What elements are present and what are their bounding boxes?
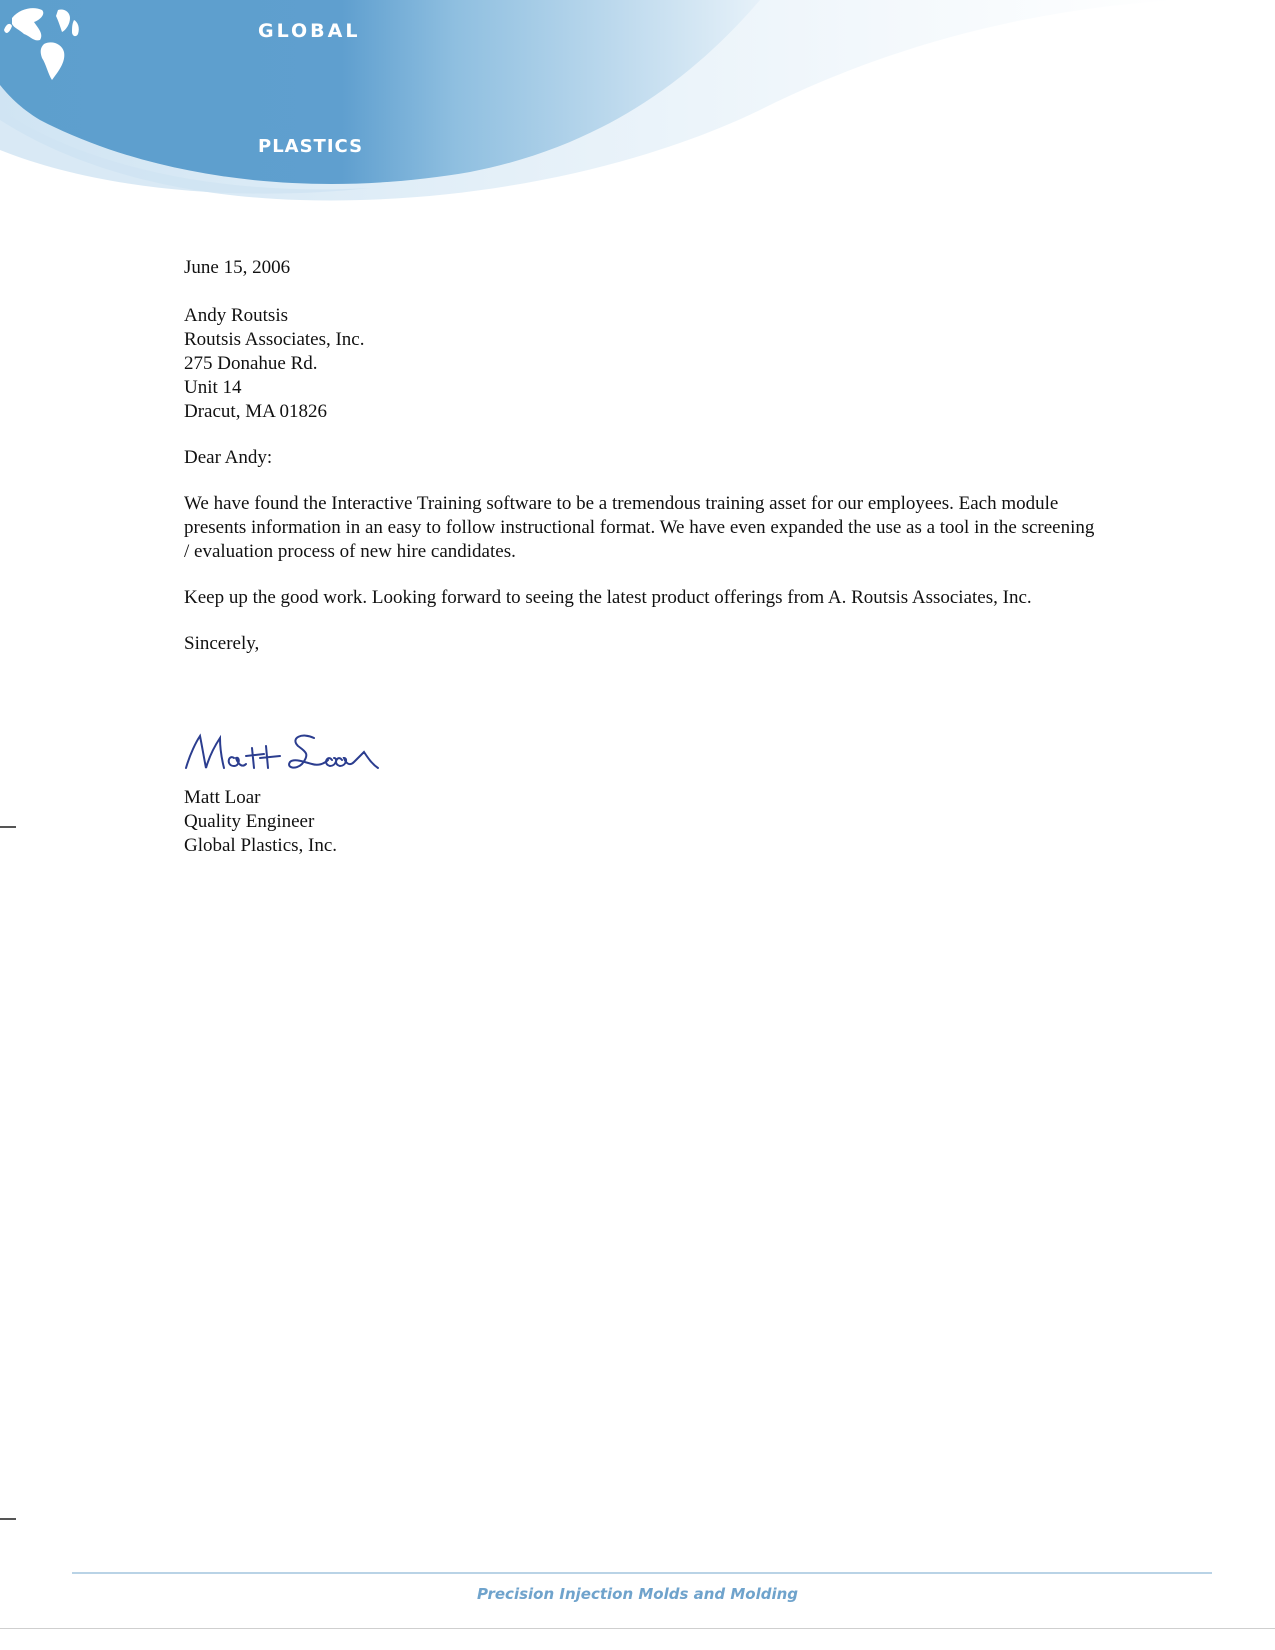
footer-rule	[72, 1572, 1212, 1574]
recipient-city: Dracut, MA 01826	[184, 401, 328, 422]
recipient-company: Routsis Associates, Inc.	[184, 329, 365, 350]
letterhead-wave	[0, 0, 1275, 210]
signature-block	[184, 786, 337, 858]
page-bottom-rule	[0, 1628, 1275, 1629]
scan-mark	[0, 826, 16, 828]
recipient-street: 275 Donahue Rd.	[184, 353, 318, 374]
body-paragraph: Keep up the good work. Looking forward to seeing the latest product offerings from A. Routsis Associates, Inc.	[184, 587, 1032, 608]
signer-company: Global Plastics, Inc.	[184, 835, 338, 856]
brand-name-top: GLOBAL	[258, 20, 361, 42]
brand-name-bottom: PLASTICS	[258, 136, 364, 157]
globe-icon	[0, 0, 92, 84]
letter-date: June 15, 2006	[184, 257, 291, 278]
signer-name: Matt Loar	[184, 787, 261, 808]
body-paragraph: We have found the Interactive Training software to be a tremendous training asset for our employees. Each module presents information in an easy to follow instructional format. We have even expanded the use as a tool in the screening / evaluation process of new hire candidates.	[184, 493, 1095, 562]
handwritten-signature	[182, 724, 412, 784]
signer-title: Quality Engineer	[184, 811, 315, 832]
recipient-name: Andy Routsis	[184, 305, 288, 326]
salutation: Dear Andy:	[184, 447, 273, 468]
recipient-address	[184, 304, 1104, 424]
letter-body	[184, 256, 1104, 656]
footer-tagline: Precision Injection Molds and Molding	[476, 1585, 799, 1603]
closing: Sincerely,	[184, 633, 260, 654]
letterhead	[0, 0, 1275, 210]
scan-mark	[0, 1518, 16, 1520]
recipient-unit: Unit 14	[184, 377, 242, 398]
